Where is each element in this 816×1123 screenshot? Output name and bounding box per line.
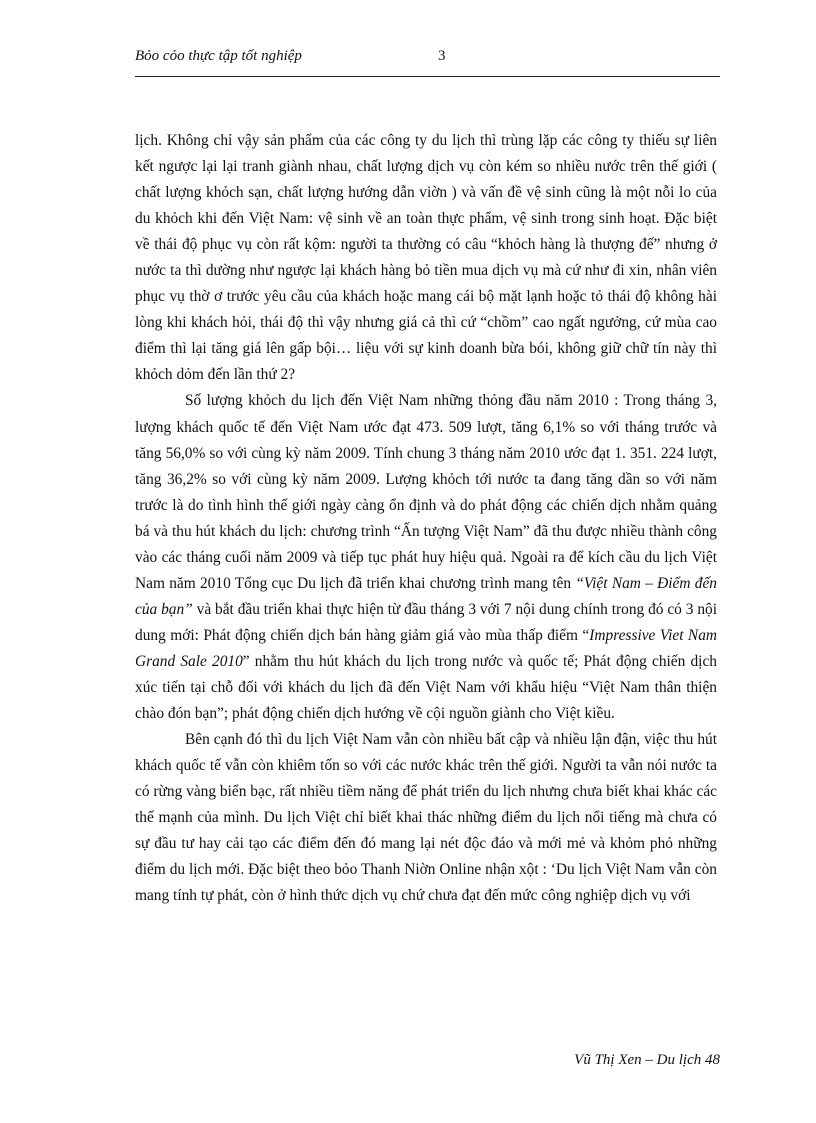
page-header [135, 48, 735, 72]
paragraph-3: Bên cạnh đó thì du lịch Việt Nam vẫn còn nhiều bất cập và nhiều lận đận, việc thu hút khách quốc tế vẫn còn khiêm tốn so với các nước khác trên thế giới. Người ta vẫn nói nước ta có rừng vàng biển bạc, rất nhiều tiềm năng để phát triển du lịch nhưng chưa biết khai khác các thế mạnh của mình. Du lịch Việt chỉ biết khai thác những điểm du lịch nổi tiếng mà chưa có sự đầu tư hay cải tạo các điểm đến đó mang lại nét độc đáo và mới mẻ và khỏm phỏ những điểm du lịch mới. Đặc biệt theo bỏo Thanh Niờn Online nhận xột : ‘Du lịch Việt Nam vẫn còn mang tính tự phát, còn ở hình thức dịch vụ chứ chưa đạt đến mức công nghiệp dịch vụ với [135, 731, 717, 905]
sale-name-italic: Impressive Viet Nam Grand Sale 2010 [135, 626, 718, 670]
paragraph-2 [135, 388, 717, 727]
page-footer: Vũ Thị Xen – Du lịch 48 [574, 1052, 720, 1068]
page-number: 3 [438, 48, 446, 64]
report-title: Bỏo cỏo thực tập tốt nghiệp [135, 48, 302, 64]
paragraph-2-text-a: Số lượng khỏch du lịch đến Việt Nam những thỏng đầu năm 2010 : Trong tháng 3, lượng khách quốc tế đến Việt Nam ước đạt 473. 509 lượt, tăng 6,1% so với tháng trước và tăng 56,0% so với cùng kỳ năm 2009. Tính chung 3 tháng năm 2010 ước đạt 1. 351. 224 lượt, tăng 36,2% so với cùng kỳ năm 2009. Lượng khỏch tới nước ta đang tăng dần so với năm trước là do tình hình thế giới ngày càng ổn định và do phát động các chiến dịch nhằm quảng bá và thu hút khách du lịch: chương trình “Ấn tượng Việt Nam” đã thu được nhiều thành công vào các tháng cuối năm 2009 và tiếp tục phát huy hiệu quả. Ngoài ra để kích cầu du lịch Việt Nam năm 2010 Tổng cục Du lịch đã triển khai chương trình mang tên [135, 392, 717, 592]
header-divider [135, 76, 720, 77]
page-body [135, 128, 717, 909]
paragraph-2-text-c: ” nhằm thu hút khách du lịch trong nước và quốc tế; Phát động chiến dịch xúc tiến tại chỗ đối với khách du lịch đã đến Việt Nam với khẩu hiệu “Việt Nam thân thiện chào đón bạn”; phát động chiến dịch hướng về cội nguồn giành cho Việt kiều. [135, 652, 717, 723]
paragraph-1: lịch. Không chỉ vậy sản phẩm của các công ty du lịch thì trùng lặp các công ty thiếu sự liên kết ngược lại lại tranh giành nhau, chất lượng dịch vụ còn kém so nhiều nước trên thế giới ( chất lượng khỏch sạn, chất lượng hướng dẫn viờn ) và vấn đề vệ sinh cũng là một nỗi lo của du khỏch khi đến Việt Nam: vệ sinh về an toàn thực phẩm, vệ sinh trong sinh hoạt. Đặc biệt về thái độ phục vụ còn rất kộm: người ta thường có câu “khỏch hàng là thượng đế” nhưng ở nước ta thì dường như ngược lại khách hàng bỏ tiền mua dịch vụ mà cứ như đi xin, nhân viên phục vụ thờ ơ trước yêu cầu của khách hoặc mang cái bộ mặt lạnh hoặc tỏ thái độ không hài lòng khi khách hỏi, thái độ thì vậy nhưng giá cả thì cứ “chồm” cao ngất ngưởng, cứ mùa cao điểm thì lại tăng giá lên gấp bội… liệu với sự kinh doanh bừa bói, không giữ chữ tín này thì khỏch dỏm đến lần thứ 2? [135, 132, 717, 384]
paragraph-2-text-b: và bắt đầu triển khai thực hiện từ đầu tháng 3 với 7 nội dung chính trong đó có 3 nội dung mới: Phát động chiến dịch bán hàng giảm giá vào mùa thấp điểm “ [135, 600, 717, 644]
program-name-italic: “Việt Nam – Điểm đến của bạn” [135, 574, 717, 618]
